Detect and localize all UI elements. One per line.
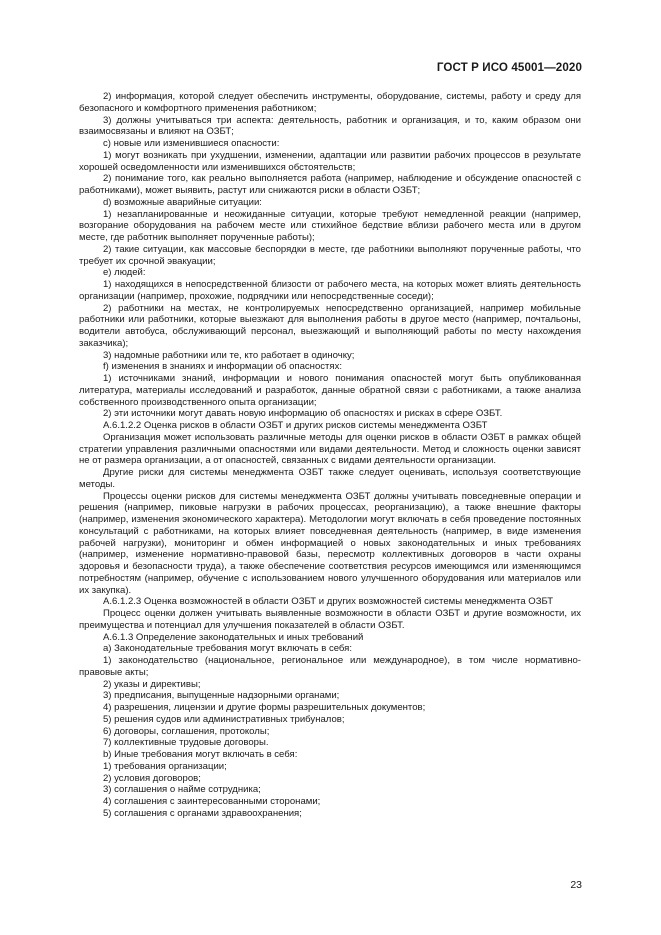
- paragraph: 4) соглашения с заинтересованными сторонами;: [103, 796, 321, 807]
- paragraph: d) возможные аварийные ситуации:: [103, 196, 262, 208]
- paragraph: 3) должны учитываться три аспекта: деятельность, работник и организация, и то, каким образом они взаимосвязаны и влияют на ОЗБТ;: [79, 114, 581, 138]
- paragraph: 5) соглашения с органами здравоохранения;: [103, 807, 302, 819]
- paragraph: 4) разрешения, лицензии и другие формы разрешительных документов;: [103, 702, 426, 713]
- page-number: 23: [570, 879, 582, 891]
- paragraph: а) Законодательные требования могут включать в себя:: [103, 643, 352, 655]
- standard-code-header: ГОСТ Р ИСО 45001—2020: [436, 61, 582, 74]
- paragraph: f) изменения в знаниях и информации об опасностях:: [103, 361, 342, 373]
- paragraph: 1) находящихся в непосредственной близости от рабочего места, на которых может влиять деятельность организации (например, прохожие, подрядчики или непосредственные соседи);: [79, 279, 581, 302]
- paragraph: 1) незапланированные и неожиданные ситуации, которые требуют немедленной реакции (например, возгорание оборудования на рабочем месте или стихийное бедствие вблизи рабочего места или в другом месте, где работник выполняет порученные работы);: [79, 208, 581, 243]
- body-text: [79, 91, 581, 820]
- paragraph: Организация может использовать различные методы для оценки рисков в области ОЗБТ в рамках общей стратегии управления различными опасностями или видами деятельности. Метод и сложность оценки зависят не от размера организации, а от опасностей, связанных с видами деятельности организации.: [79, 431, 581, 467]
- paragraph: 2) информация, которой следует обеспечить инструменты, оборудование, системы, работу и среду для безопасного и комфортного применения работником;: [79, 91, 581, 114]
- paragraph: Другие риски для системы менеджмента ОЗБТ также следует оценивать, используя соответствующие методы.: [79, 467, 581, 490]
- paragraph: 1) источниками знаний, информации и нового понимания опасностей могут быть опубликованная литература, материалы исследований и разработок, данные обратной связи с работниками, а также анализа собственного производственного опыта организации;: [79, 373, 581, 408]
- paragraph: 3) предписания, выпущенные надзорными органами;: [103, 690, 340, 702]
- paragraph: е) людей:: [103, 267, 146, 279]
- paragraph: 1) требования организации;: [103, 760, 227, 772]
- paragraph: 7) коллективные трудовые договоры.: [103, 737, 269, 749]
- paragraph: 2) эти источники могут давать новую информацию об опасностях и рисках в сфере ОЗБТ.: [103, 408, 503, 420]
- paragraph: b) Иные требования могут включать в себя:: [103, 749, 298, 760]
- paragraph: 2) такие ситуации, как массовые беспорядки в месте, где работники выполняют порученные работы, что требует их срочной эвакуации;: [79, 243, 581, 267]
- paragraph: 3) соглашения о найме сотрудника;: [103, 784, 261, 796]
- paragraph: 1) законодательство (национальное, региональное или международное), в том числе нормативно-правовые акты;: [79, 655, 581, 678]
- paragraph: 2) работники на местах, не контролируемых непосредственно организацией, например мобильные работники или работники, которые выезжают для выполнения работы в другое место (например, почтальоны, водители автобуса, обслуживающий персонал, выезжающий и выполняющий работы по месту нахождения заказчика);: [79, 302, 581, 349]
- paragraph: 3) надомные работники или те, кто работает в одиночку;: [103, 349, 355, 361]
- paragraph: 1) могут возникать при ухудшении, изменении, адаптации или развитии рабочих процессов в результате хорошей осведомленности или изменившихся обстоятельств;: [79, 149, 581, 173]
- paragraph: с) новые или изменившиеся опасности:: [103, 138, 280, 149]
- paragraph: 2) понимание того, как реально выполняется работа (например, наблюдение и обсуждение опасностей с работниками), может выявить, растут или снижаются риски в области ОЗБТ;: [79, 173, 581, 196]
- paragraph: 5) решения судов или административных трибуналов;: [103, 713, 345, 725]
- paragraph: Процесс оценки должен учитывать выявленные возможности в области ОЗБТ и другие возможности, их преимущества и потенциал для улучшения показателей в области ОЗБТ.: [79, 608, 581, 631]
- paragraph: А.6.1.3 Определение законодательных и иных требований: [103, 631, 364, 643]
- paragraph: А.6.1.2.3 Оценка возможностей в области ОЗБТ и других возможностей системы менеджмента ОЗБТ: [103, 596, 554, 608]
- paragraph: Процессы оценки рисков для системы менеджмента ОЗБТ должны учитывать повседневные операции и решения (например, пиковые нагрузки в рабочих процессах, реорганизацию), а также внешние факторы (например, изменения экономического характера). Методологии могут включать в себя проведение постоянных консультаций с работниками, на которых влияет повседневная деятельность (например, в виде изменения рабочей нагрузки), мониторинг и обмен информацией о новых законодательных и иных требованиях (например, изменение нормативно-правовой базы, пересмотр коллективных договоров в части охраны здоровья и безопасности труда), а также обеспечение соответствия ресурсов имеющимся или изменяющимся потребностям (например, обучение с использованием нового улучшенного оборудования или материалов или их закупка).: [79, 490, 581, 596]
- paragraph: 2) указы и директивы;: [103, 678, 201, 690]
- paragraph: 2) условия договоров;: [103, 772, 201, 784]
- paragraph: 6) договоры, соглашения, протоколы;: [103, 725, 270, 737]
- paragraph: А.6.1.2.2 Оценка рисков в области ОЗБТ и других рисков системы менеджмента ОЗБТ: [103, 420, 488, 431]
